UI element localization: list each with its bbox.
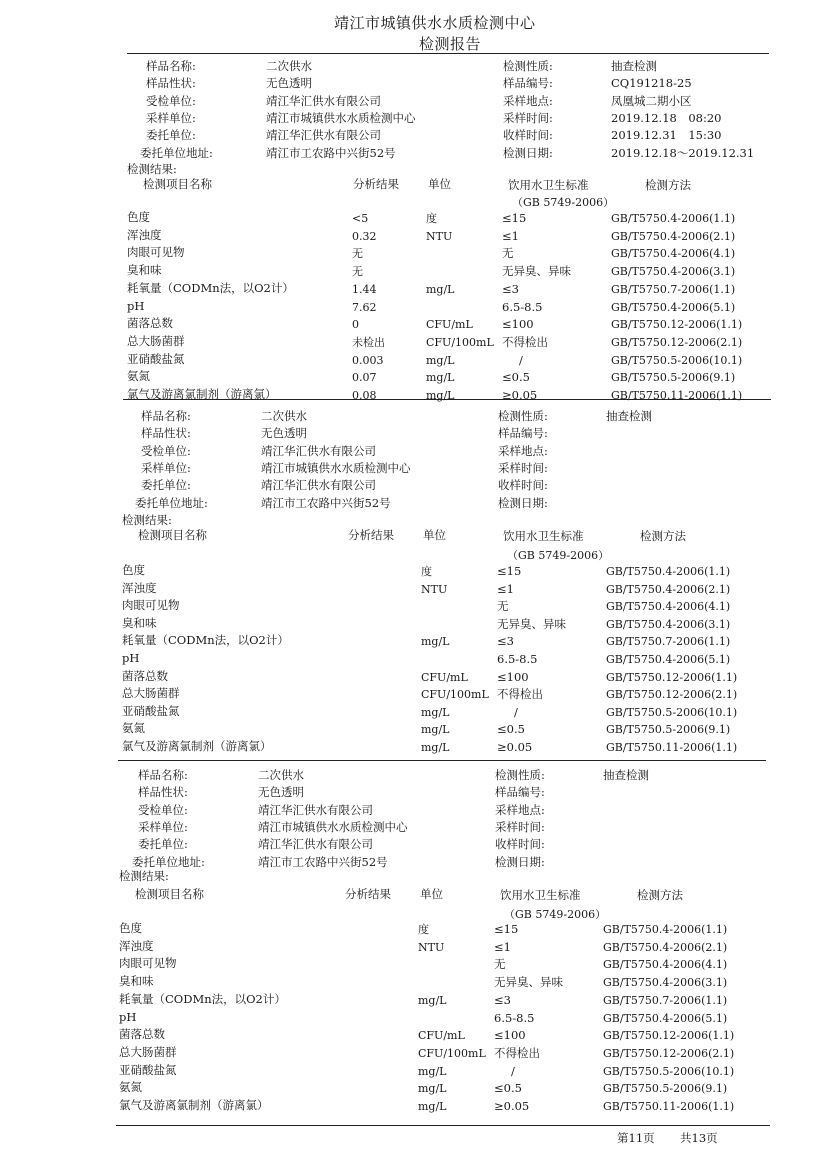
item-unit: mg/L <box>426 282 455 296</box>
item-standard: / <box>511 1063 515 1078</box>
report-org-title: 靖江市城镇供水水质检测中心 <box>334 14 536 32</box>
column-header-method: 检测方法 <box>640 529 686 543</box>
item-name: 肉眼可见物 <box>119 956 177 971</box>
item-method: GB/T5750.12-2006(2.1) <box>606 688 738 702</box>
item-standard: 6.5-8.5 <box>502 299 543 314</box>
item-result: 未检出 <box>352 335 385 349</box>
item-unit: CFU/mL <box>426 318 473 332</box>
item-method: GB/T5750.4-2006(2.1) <box>606 582 731 596</box>
item-standard: ≤100 <box>497 669 529 684</box>
item-result: 0 <box>352 318 359 332</box>
item-standard: ≤1 <box>497 581 514 596</box>
item-name: 总大肠菌群 <box>127 333 185 348</box>
item-standard: 6.5-8.5 <box>494 1010 535 1025</box>
item-standard: 不得检出 <box>502 334 548 349</box>
value-inspected-unit: 靖江华汇供水有限公司 <box>266 93 381 108</box>
item-result: 0.08 <box>352 389 377 402</box>
item-unit: mg/L <box>418 993 447 1007</box>
value-entrusting-unit: 靖江华汇供水有限公司 <box>261 478 376 493</box>
item-standard: ≤3 <box>494 992 511 1007</box>
item-name: 色度 <box>119 921 142 935</box>
value-entrusting-address: 靖江市工农路中兴街52号 <box>261 495 391 510</box>
value-sample-name: 二次供水 <box>261 409 307 423</box>
label-test-date: 检测日期: <box>503 145 553 160</box>
value-sample-no: CQ191218-25 <box>611 76 692 91</box>
label-sampling-time: 采样时间: <box>498 460 548 475</box>
item-name: pH <box>127 298 145 313</box>
item-method: GB/T5750.5-2006(10.1) <box>606 705 738 719</box>
label-inspected-unit: 受检单位: <box>141 443 191 458</box>
item-unit: CFU/100mL <box>421 688 489 702</box>
item-unit: CFU/mL <box>418 1029 465 1043</box>
item-unit: mg/L <box>418 1064 447 1078</box>
item-result: 7.62 <box>352 300 377 314</box>
item-method: GB/T5750.7-2006(1.1) <box>611 282 736 296</box>
label-inspected-unit: 受检单位: <box>138 802 188 817</box>
column-header-standard: 饮用水卫生标准 <box>503 529 584 543</box>
item-name: 耗氧量（CODMn法，以O2计） <box>122 633 289 648</box>
item-method: GB/T5750.5-2006(10.1) <box>603 1064 735 1078</box>
value-inspected-unit: 靖江华汇供水有限公司 <box>261 443 376 458</box>
label-test-nature: 检测性质: <box>495 768 545 782</box>
footer-page-number: 第11页 <box>617 1131 655 1145</box>
item-name: 浑浊度 <box>127 227 162 242</box>
value-sample-name: 二次供水 <box>258 768 304 782</box>
item-method: GB/T5750.11-2006(1.1) <box>611 389 743 402</box>
results-heading: 检测结果: <box>119 869 169 883</box>
item-standard: ≤100 <box>502 317 534 332</box>
label-test-nature: 检测性质: <box>503 59 553 73</box>
item-name: 菌落总数 <box>122 668 168 683</box>
value-sample-property: 无色透明 <box>258 785 304 800</box>
item-standard: 不得检出 <box>494 1045 540 1060</box>
label-entrusting-unit: 委托单位: <box>141 478 191 493</box>
label-sample-name: 样品名称: <box>141 409 191 423</box>
label-sample-property: 样品性状: <box>141 426 191 441</box>
item-standard: ≥0.05 <box>502 388 538 402</box>
column-header-method: 检测方法 <box>637 888 683 902</box>
value-entrusting-unit: 靖江华汇供水有限公司 <box>266 128 381 143</box>
section-divider <box>118 760 766 761</box>
value-test-date: 2019.12.18～2019.12.31 <box>611 145 755 160</box>
item-name: 氯气及游离氯制剂（游离氯） <box>122 739 272 753</box>
column-header-unit: 单位 <box>428 177 451 191</box>
column-header-standard: 饮用水卫生标准 <box>508 178 589 192</box>
item-name: 氨氮 <box>127 369 150 384</box>
item-standard: / <box>519 352 523 367</box>
item-method: GB/T5750.4-2006(3.1) <box>603 976 728 990</box>
item-name: 氯气及游离氯制剂（游离氯） <box>119 1098 269 1112</box>
label-receipt-time: 收样时间: <box>503 128 553 143</box>
item-standard: ≤15 <box>502 211 527 225</box>
column-header-standard-code: （GB 5749-2006） <box>507 549 610 562</box>
item-standard: ≤100 <box>494 1028 526 1043</box>
item-standard: 无异臭、异味 <box>502 264 571 279</box>
item-unit: 度 <box>418 923 429 936</box>
value-test-nature: 抽查检测 <box>606 409 652 423</box>
label-receipt-time: 收样时间: <box>495 837 545 852</box>
column-header-item: 检测项目名称 <box>143 177 212 191</box>
label-entrusting-address: 委托单位地址: <box>132 854 205 869</box>
item-name: 总大肠菌群 <box>122 686 180 701</box>
item-standard: ≤1 <box>502 228 519 243</box>
item-unit: 度 <box>426 212 437 225</box>
column-header-unit: 单位 <box>423 528 446 542</box>
item-method: GB/T5750.11-2006(1.1) <box>603 1100 735 1113</box>
column-header-item: 检测项目名称 <box>138 528 207 542</box>
item-unit: CFU/mL <box>421 670 468 684</box>
item-result: 无 <box>352 247 363 261</box>
label-inspected-unit: 受检单位: <box>146 93 196 108</box>
item-unit: mg/L <box>421 741 450 754</box>
label-receipt-time: 收样时间: <box>498 478 548 493</box>
item-name: 肉眼可见物 <box>127 245 185 260</box>
item-unit: mg/L <box>418 1100 447 1113</box>
item-standard: ≥0.05 <box>497 740 533 754</box>
item-method: GB/T5750.7-2006(1.1) <box>606 635 731 649</box>
value-sampling-unit: 靖江市城镇供水水质检测中心 <box>261 460 411 475</box>
label-sampling-place: 采样地点: <box>495 802 545 817</box>
label-sampling-place: 采样地点: <box>503 93 553 108</box>
item-name: pH <box>119 1009 137 1024</box>
item-name: 耗氧量（CODMn法，以O2计） <box>127 280 294 295</box>
label-test-nature: 检测性质: <box>498 409 548 423</box>
item-method: GB/T5750.5-2006(9.1) <box>606 723 731 737</box>
value-sample-property: 无色透明 <box>266 76 312 91</box>
item-method: GB/T5750.12-2006(1.1) <box>606 670 738 684</box>
value-sampling-unit: 靖江市城镇供水水质检测中心 <box>266 110 416 125</box>
section-divider <box>123 399 771 400</box>
item-standard: ≤3 <box>502 281 519 296</box>
item-method: GB/T5750.11-2006(1.1) <box>606 741 738 754</box>
item-name: 氨氮 <box>119 1080 142 1095</box>
item-standard: ≤15 <box>497 564 522 578</box>
item-result: <5 <box>352 212 369 225</box>
label-sampling-unit: 采样单位: <box>138 819 188 834</box>
value-test-nature: 抽查检测 <box>611 59 657 73</box>
column-header-standard: 饮用水卫生标准 <box>500 888 581 902</box>
label-sampling-time: 采样时间: <box>503 110 553 125</box>
footer-rule <box>116 1125 770 1126</box>
value-entrusting-unit: 靖江华汇供水有限公司 <box>258 837 373 852</box>
item-method: GB/T5750.5-2006(9.1) <box>611 371 736 385</box>
item-standard: ≤0.5 <box>494 1081 522 1096</box>
item-name: 臭和味 <box>122 615 157 630</box>
item-method: GB/T5750.4-2006(3.1) <box>606 617 731 631</box>
item-unit: mg/L <box>426 353 455 367</box>
value-inspected-unit: 靖江华汇供水有限公司 <box>258 802 373 817</box>
item-name: 浑浊度 <box>119 938 154 953</box>
item-name: 氯气及游离氯制剂（游离氯） <box>127 387 277 401</box>
item-standard: ≤0.5 <box>497 722 525 737</box>
value-sample-property: 无色透明 <box>261 426 307 441</box>
item-method: GB/T5750.4-2006(5.1) <box>611 300 736 314</box>
item-method: GB/T5750.4-2006(1.1) <box>611 212 736 225</box>
item-standard: ≤0.5 <box>502 370 530 385</box>
label-test-date: 检测日期: <box>495 854 545 869</box>
column-header-unit: 单位 <box>420 887 443 901</box>
label-sample-no: 样品编号: <box>498 426 548 441</box>
item-standard: 不得检出 <box>497 687 543 702</box>
item-name: 菌落总数 <box>127 316 173 331</box>
item-unit: mg/L <box>426 371 455 385</box>
item-standard: 无异臭、异味 <box>497 616 566 631</box>
item-unit: 度 <box>421 565 432 578</box>
item-method: GB/T5750.4-2006(1.1) <box>603 923 728 936</box>
item-standard: / <box>514 704 518 719</box>
column-header-standard-code: （GB 5749-2006） <box>504 908 607 921</box>
item-method: GB/T5750.5-2006(10.1) <box>611 353 743 367</box>
value-sampling-unit: 靖江市城镇供水水质检测中心 <box>258 819 408 834</box>
column-header-item: 检测项目名称 <box>135 887 204 901</box>
item-name: pH <box>122 651 140 665</box>
item-method: GB/T5750.4-2006(3.1) <box>611 265 736 279</box>
item-unit: NTU <box>426 229 453 243</box>
label-test-date: 检测日期: <box>498 495 548 510</box>
item-unit: mg/L <box>421 705 450 719</box>
item-name: 色度 <box>122 563 145 577</box>
item-method: GB/T5750.5-2006(9.1) <box>603 1082 728 1096</box>
item-unit: mg/L <box>418 1082 447 1096</box>
item-standard: ≤3 <box>497 634 514 649</box>
value-sampling-time: 2019.12.18 08:20 <box>611 110 722 125</box>
item-name: 色度 <box>127 210 150 224</box>
label-entrusting-unit: 委托单位: <box>138 837 188 852</box>
item-standard: 无异臭、异味 <box>494 975 563 990</box>
item-method: GB/T5750.12-2006(2.1) <box>611 335 743 349</box>
label-sampling-unit: 采样单位: <box>146 110 196 125</box>
item-method: GB/T5750.4-2006(4.1) <box>611 247 736 261</box>
item-name: 亚硝酸盐氮 <box>127 351 185 366</box>
item-name: 浑浊度 <box>122 580 157 595</box>
label-entrusting-unit: 委托单位: <box>146 128 196 143</box>
item-method: GB/T5750.12-2006(1.1) <box>611 318 743 332</box>
item-method: GB/T5750.7-2006(1.1) <box>603 993 728 1007</box>
item-method: GB/T5750.4-2006(2.1) <box>603 940 728 954</box>
item-name: 菌落总数 <box>119 1027 165 1042</box>
value-receipt-time: 2019.12.31 15:30 <box>611 128 722 143</box>
item-result: 0.07 <box>352 371 377 385</box>
label-entrusting-address: 委托单位地址: <box>135 495 208 510</box>
item-standard: 6.5-8.5 <box>497 652 538 666</box>
item-method: GB/T5750.12-2006(2.1) <box>603 1046 735 1060</box>
label-sampling-unit: 采样单位: <box>141 460 191 475</box>
item-name: 臭和味 <box>119 974 154 989</box>
item-result: 无 <box>352 265 363 279</box>
item-unit: mg/L <box>421 635 450 649</box>
item-name: 臭和味 <box>127 263 162 278</box>
results-heading: 检测结果: <box>122 513 172 527</box>
footer-total-pages: 共13页 <box>680 1131 718 1145</box>
item-unit: mg/L <box>426 389 455 402</box>
report-subtitle: 检测报告 <box>419 35 482 53</box>
item-result: 0.32 <box>352 229 377 243</box>
item-name: 亚硝酸盐氮 <box>122 703 180 718</box>
label-sampling-time: 采样时间: <box>495 819 545 834</box>
value-test-nature: 抽查检测 <box>603 768 649 782</box>
item-method: GB/T5750.4-2006(2.1) <box>611 229 736 243</box>
label-sample-name: 样品名称: <box>146 59 196 73</box>
item-standard: ≤15 <box>494 922 519 936</box>
value-entrusting-address: 靖江市工农路中兴街52号 <box>266 145 396 160</box>
value-sample-name: 二次供水 <box>266 59 312 73</box>
item-standard: 无 <box>502 246 514 261</box>
item-method: GB/T5750.4-2006(1.1) <box>606 565 731 578</box>
item-method: GB/T5750.4-2006(4.1) <box>603 958 728 972</box>
item-standard: ≤1 <box>494 939 511 954</box>
item-name: 亚硝酸盐氮 <box>119 1062 177 1077</box>
item-standard: 无 <box>494 957 506 972</box>
item-unit: mg/L <box>421 723 450 737</box>
item-method: GB/T5750.12-2006(1.1) <box>603 1029 735 1043</box>
item-unit: CFU/100mL <box>418 1046 486 1060</box>
label-sample-property: 样品性状: <box>138 785 188 800</box>
column-header-result: 分析结果 <box>348 528 394 542</box>
item-name: 肉眼可见物 <box>122 598 180 613</box>
item-standard: 无 <box>497 599 509 614</box>
label-entrusting-address: 委托单位地址: <box>140 145 213 160</box>
column-header-result: 分析结果 <box>353 177 399 191</box>
column-header-standard-code: （GB 5749-2006） <box>512 196 615 209</box>
item-method: GB/T5750.4-2006(5.1) <box>603 1011 728 1025</box>
label-sample-no: 样品编号: <box>495 785 545 800</box>
item-unit: CFU/100mL <box>426 335 494 349</box>
item-result: 1.44 <box>352 282 377 296</box>
label-sample-property: 样品性状: <box>146 76 196 91</box>
item-name: 耗氧量（CODMn法，以O2计） <box>119 991 286 1006</box>
item-unit: NTU <box>418 940 445 954</box>
item-name: 总大肠菌群 <box>119 1044 177 1059</box>
column-header-result: 分析结果 <box>345 887 391 901</box>
item-method: GB/T5750.4-2006(4.1) <box>606 600 731 614</box>
column-header-method: 检测方法 <box>645 178 691 192</box>
item-name: 氨氮 <box>122 721 145 736</box>
value-entrusting-address: 靖江市工农路中兴街52号 <box>258 854 388 869</box>
results-heading: 检测结果: <box>127 162 177 176</box>
value-sampling-place: 凤凰城二期小区 <box>611 93 692 108</box>
item-result: 0.003 <box>352 353 384 367</box>
item-method: GB/T5750.4-2006(5.1) <box>606 653 731 666</box>
label-sample-no: 样品编号: <box>503 76 553 91</box>
item-standard: ≥0.05 <box>494 1099 530 1113</box>
item-unit: NTU <box>421 582 448 596</box>
label-sampling-place: 采样地点: <box>498 443 548 458</box>
header-rule <box>127 53 769 54</box>
label-sample-name: 样品名称: <box>138 768 188 782</box>
